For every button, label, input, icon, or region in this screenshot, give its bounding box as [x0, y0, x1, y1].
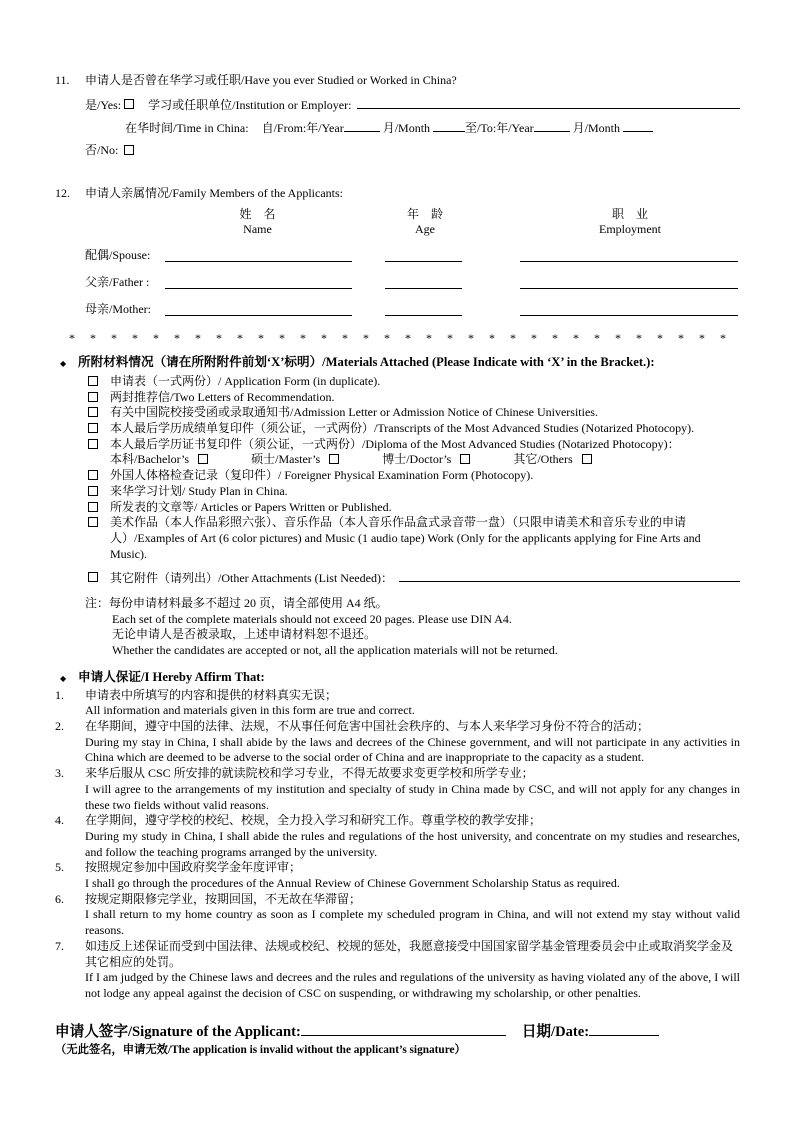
- checklist-item-label: 来华学习计划/ Study Plan in China.: [110, 483, 288, 498]
- checklist-item-physical-exam: [88, 468, 740, 484]
- degree-doctor: [382, 452, 470, 466]
- checkbox[interactable]: [88, 376, 98, 386]
- yes-row: [85, 97, 740, 114]
- item-number: 1.: [55, 687, 64, 702]
- checklist-item-transcripts: [88, 421, 740, 437]
- signature-label: 申请人签字/Signature of the Applicant:: [55, 1023, 301, 1040]
- degree-label: 博士/Doctor’s: [382, 452, 452, 467]
- spouse-employment-input-line[interactable]: [520, 261, 738, 262]
- materials-title: 所附材料情况（请在所附附件前划‘X’标明）/Materials Attached (Please Indicate with ‘X’ in the Bracket.):: [78, 355, 655, 370]
- note-prefix: 注：: [85, 596, 110, 611]
- checkbox[interactable]: [88, 502, 98, 512]
- section-12-title: 申请人亲属情况/Family Members of the Applicants:: [85, 185, 343, 200]
- degree-options-row: [110, 452, 740, 468]
- checklist-item-other-attachments: [88, 570, 740, 587]
- checkbox[interactable]: [88, 407, 98, 417]
- from-month-label: 月/Month: [382, 121, 431, 136]
- to-year-label: 至/To:年/Year: [465, 121, 534, 136]
- institution-label: 学习或任职单位/Institution or Employer:: [148, 97, 352, 112]
- note-text: 每份申请材料最多不超过 20 页，请全部使用 A4 纸。: [109, 596, 388, 611]
- checklist-item-admission-letter: [88, 405, 740, 421]
- mother-label: 母亲/Mother:: [85, 301, 151, 316]
- affirmation-en: During my study in China, I shall abide the rules and regulations of the host university, and concentrate on my studies and researches, and follow the teaching programs arranged by the university.: [85, 828, 740, 859]
- checkbox[interactable]: [88, 470, 98, 480]
- time-label: 在华时间/Time in China:: [125, 121, 249, 136]
- affirmation-zh: 在学期间，遵守学校的校纪、校规，全力投入学习和研究工作。尊重学校的教学安排；: [85, 813, 542, 828]
- checklist-item-art-music: [88, 515, 740, 562]
- family-row-spouse: [55, 241, 740, 268]
- affirmation-zh: 在华期间，遵守中国的法律、法规，不从事任何危害中国社会秩序的、与本人来华学习身份不符合的活动；: [85, 718, 650, 733]
- doctor-checkbox[interactable]: [460, 454, 470, 464]
- checklist-item-study-plan: [88, 484, 740, 500]
- spouse-name-input-line[interactable]: [165, 261, 352, 262]
- checkbox[interactable]: [88, 439, 98, 449]
- note-line: Whether the candidates are accepted or not, all the application materials will not be returned.: [112, 643, 558, 658]
- checklist-item-label: 本人最后学历证书复印件（须公证，一式两份）/Diploma of the Most Advanced Studies (Notarized Photocopy)：: [110, 436, 680, 451]
- degree-label: 硕士/Master’s: [251, 452, 321, 467]
- affirmation-zh: 来华后服从 CSC 所安排的就读院校和学习专业，不得无故要求变更学校和所学专业；: [85, 766, 534, 781]
- checklist-item-label: 两封推荐信/Two Letters of Recommendation.: [110, 389, 335, 404]
- checkbox[interactable]: [88, 392, 98, 402]
- affirmation-zh: 按照规定参加中国政府奖学金年度评审；: [85, 860, 302, 875]
- diamond-bullet-icon: ◆: [60, 359, 67, 369]
- yes-checkbox[interactable]: [124, 99, 134, 109]
- yes-label: 是/Yes:: [85, 97, 122, 112]
- mother-age-input-line[interactable]: [385, 315, 462, 316]
- checklist-item-diploma: [88, 437, 740, 453]
- from-year-label: 自/From:年/Year: [261, 121, 344, 136]
- father-age-input-line[interactable]: [385, 288, 462, 289]
- from-month-input-line[interactable]: [433, 120, 465, 132]
- spouse-age-input-line[interactable]: [385, 261, 462, 262]
- degree-master: [251, 452, 339, 466]
- degree-bachelor: [110, 452, 208, 466]
- others-checkbox[interactable]: [582, 454, 592, 464]
- item-number: 2.: [55, 718, 64, 733]
- signature-input-line[interactable]: [301, 1021, 506, 1036]
- checklist-item-label: 有关中国院校接受函或录取通知书/Admission Letter or Admission Notice of Chinese Universities.: [110, 405, 598, 420]
- checklist-item-label: 本人最后学历成绩单复印件（须公证，一式两份）/Transcripts of the Most Advanced Studies (Notarized Photocopy).: [110, 421, 695, 436]
- note-line: Each set of the complete materials should not exceed 20 pages. Please use DIN A4.: [112, 611, 512, 626]
- affirmation-item-7: [55, 939, 740, 1002]
- affirmation-zh: 按规定期限修完学业，按期回国，不无故在华滞留；: [85, 891, 362, 906]
- mother-name-input-line[interactable]: [165, 315, 352, 316]
- mother-employment-input-line[interactable]: [520, 315, 738, 316]
- affirmation-en: I shall go through the procedures of the Annual Review of Chinese Government Scholarship Status as required.: [85, 876, 620, 891]
- other-attachments-label: 其它附件（请列出）/Other Attachments (List Needed)：: [110, 571, 393, 586]
- affirmation-en: All information and materials given in this form are true and correct.: [85, 703, 415, 718]
- column-header-employment: 职 业 Employment: [599, 206, 661, 237]
- item-number: 3.: [55, 766, 64, 781]
- column-header-name: 姓 名 Name: [239, 206, 276, 237]
- checklist-item-label: 外国人体格检查记录（复印件）/ Foreigner Physical Examination Form (Photocopy).: [110, 468, 534, 483]
- section-12: [55, 186, 740, 202]
- section-11-title: 申请人是否曾在华学习或任职/Have you ever Studied or Worked in China?: [85, 73, 457, 87]
- affirmation-en: I will agree to the arrangements of my institution and specialty of study in China made by CSC, and will not apply for any changes in these two fields without valid reasons.: [85, 781, 740, 812]
- section-11: [55, 73, 740, 89]
- family-row-father: [55, 268, 740, 295]
- item-number: 4.: [55, 813, 64, 828]
- date-label: 日期/Date:: [521, 1023, 590, 1040]
- degree-others: [513, 452, 591, 466]
- bachelor-checkbox[interactable]: [198, 454, 208, 464]
- item-number: 6.: [55, 891, 64, 906]
- father-employment-input-line[interactable]: [520, 288, 738, 289]
- other-attachments-input-line[interactable]: [399, 570, 740, 582]
- checklist-item-label: 所发表的文章等/ Articles or Papers Written or Published.: [110, 499, 392, 514]
- to-month-input-line[interactable]: [623, 120, 653, 132]
- materials-checklist: [88, 374, 740, 587]
- affirmation-item-6: [55, 892, 740, 939]
- item-number: 7.: [55, 938, 64, 953]
- checklist-item-articles: [88, 500, 740, 516]
- checkbox[interactable]: [88, 486, 98, 496]
- from-year-input-line[interactable]: [344, 120, 380, 132]
- checklist-item-label: 美术作品（本人作品彩照六张）、音乐作品（本人音乐作品盒式录音带一盘）（只限申请美术和音乐专业的申请人）/Examples of Art (6 color pictures) and Music (1 audio tape) Work (Only for the applicants applying for Fine Arts and Music).: [110, 515, 701, 561]
- to-year-input-line[interactable]: [534, 120, 570, 132]
- signature-row: [55, 1021, 740, 1041]
- affirmation-item-4: [55, 813, 740, 860]
- affirmation-item-3: [55, 766, 740, 813]
- section-12-number: 12.: [55, 185, 70, 200]
- affirmation-en: I shall return to my home country as soon as I complete my scheduled program in China, and will not extend my stay without valid reasons.: [85, 907, 740, 938]
- note-line: [85, 596, 740, 612]
- materials-section-header: [55, 355, 740, 372]
- checkbox[interactable]: [88, 517, 98, 527]
- degree-label: 本科/Bachelor’s: [110, 452, 190, 467]
- affirmation-zh: 申请表中所填写的内容和提供的材料真实无误；: [85, 687, 338, 702]
- to-month-label: 月/Month: [572, 121, 620, 136]
- no-label: 否/No:: [85, 143, 119, 158]
- family-table-header: [55, 207, 740, 241]
- affirmation-item-1: [55, 688, 740, 719]
- father-label: 父亲/Father :: [85, 274, 150, 289]
- affirmation-item-5: [55, 860, 740, 891]
- affirmation-section-header: [55, 670, 740, 687]
- checkbox[interactable]: [88, 572, 98, 582]
- checklist-item-label: 申请表（一式两份）/ Application Form (in duplicate).: [110, 373, 381, 388]
- asterisk-separator: * * * * * * * * * * * * * * * * * * * * * * * * * * * * * * * *: [69, 330, 726, 345]
- note-line: 无论申请人是否被录取，上述申请材料恕不退还。: [112, 627, 377, 642]
- spouse-label: 配偶/Spouse:: [85, 247, 151, 262]
- notes-block: [85, 596, 740, 659]
- degree-label: 其它/Others: [513, 452, 573, 467]
- master-checkbox[interactable]: [329, 454, 339, 464]
- signature-validity-note: （无此签名，申请无效/The application is invalid without the applicant’s signature）: [55, 1044, 466, 1057]
- checklist-item-recommendation-letters: [88, 390, 740, 406]
- affirmation-en: If I am judged by the Chinese laws and decrees and the rules and regulations of the university as having violated any of the above, I will not lodge any appeal against the decision of CSC on suspending, or withdrawing my scholarship, or other penalties.: [85, 970, 740, 1000]
- checkbox[interactable]: [88, 423, 98, 433]
- affirmation-en: During my stay in China, I shall abide by the laws and decrees of the Chinese government, and will not participate in any activities in China which are deemed to be adverse to the social order of China and are inappropriate to the capacity as a student.: [85, 734, 740, 765]
- section-11-number: 11.: [55, 73, 70, 87]
- item-number: 5.: [55, 860, 64, 875]
- institution-input-line[interactable]: [357, 97, 740, 109]
- affirmation-zh: 如违反上述保证而受到中国法律、法规或校纪、校规的惩处，我愿意接受中国国家留学基金管理委员会中止或取消奖学金及其它相应的处罚。: [85, 938, 734, 969]
- checklist-item-application-form: [88, 374, 740, 390]
- column-header-age: 年 龄 Age: [406, 206, 443, 237]
- father-name-input-line[interactable]: [165, 288, 352, 289]
- no-row: [85, 143, 740, 159]
- no-checkbox[interactable]: [124, 145, 134, 155]
- date-input-line[interactable]: [589, 1021, 659, 1036]
- affirmation-list: [55, 688, 740, 1002]
- time-in-china-row: [125, 120, 740, 137]
- diamond-bullet-icon: ◆: [60, 673, 67, 683]
- affirmation-item-2: [55, 719, 740, 766]
- family-row-mother: [55, 295, 740, 322]
- affirmation-title: 申请人保证/I Hereby Affirm That:: [78, 669, 265, 684]
